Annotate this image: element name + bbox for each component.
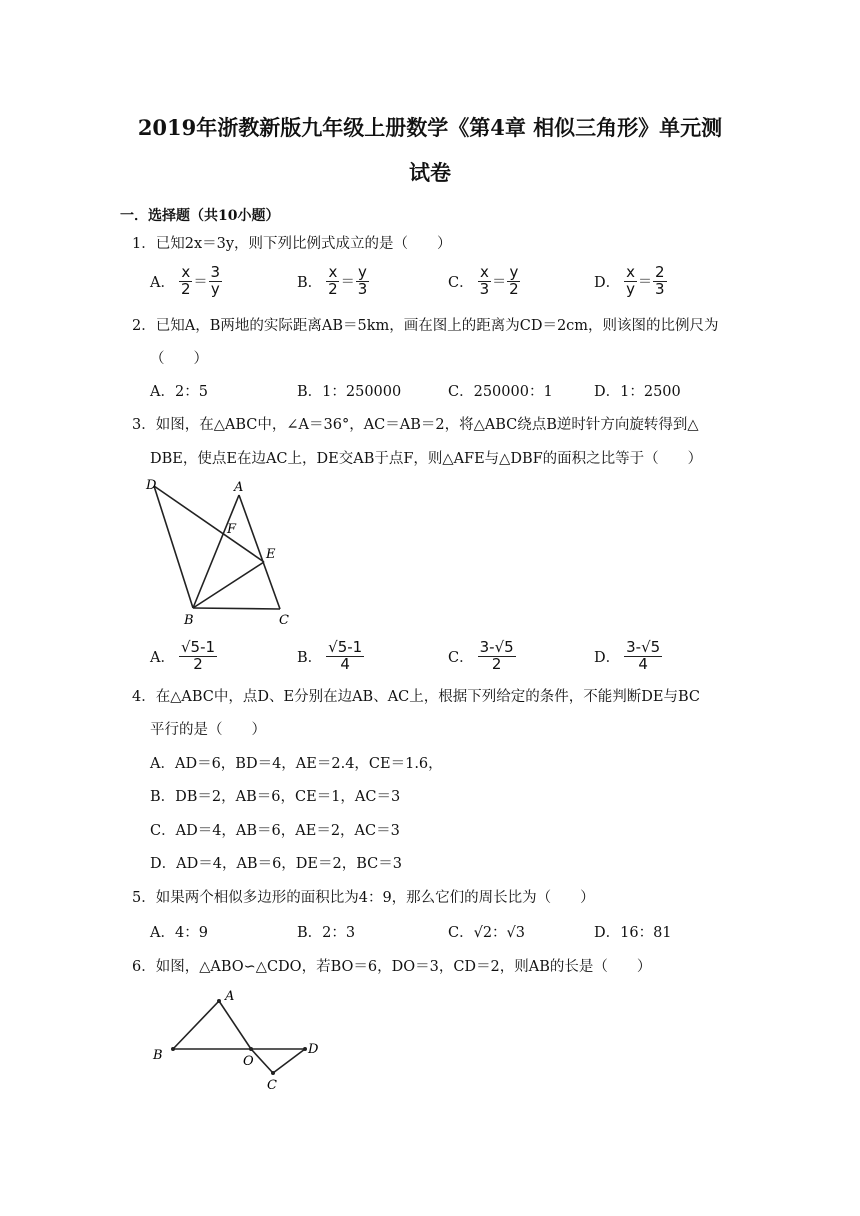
q3-label-f: F (227, 522, 237, 537)
numerator: 2 (655, 263, 665, 281)
section-heading: 一．选择题（共10小题） (120, 208, 280, 224)
q3-label-a: A (234, 480, 244, 495)
point-b (171, 1047, 175, 1051)
denominator: 4 (638, 654, 648, 673)
q2-option-b: B．1：250000 (297, 384, 402, 400)
q6-label-b: B (153, 1048, 163, 1063)
q4-option-b: B．DB＝2，AB＝6，CE＝1，AC＝3 (150, 789, 401, 805)
segment-db (154, 486, 193, 608)
q2-option-d: D．1：2500 (594, 384, 681, 400)
q3-option-d (594, 640, 662, 673)
numerator: y (509, 263, 519, 281)
q6-label-o: O (243, 1054, 254, 1069)
point-a (217, 999, 221, 1003)
denominator: 3 (479, 279, 490, 298)
q3-option-b-label: B． (297, 649, 323, 666)
point-o (249, 1047, 253, 1051)
point-d (303, 1047, 307, 1051)
question-3-line-1: 3．如图，在△ABC中，∠A＝36°，AC＝AB＝2，将△ABC绕点B逆时针方向旋转得到△ (132, 417, 699, 433)
q5-option-c: C．√2：√3 (448, 925, 526, 941)
denominator: 2 (509, 279, 519, 298)
question-5: 5．如果两个相似多边形的面积比为4：9，那么它们的周长比为（ ） (132, 890, 595, 906)
q4-option-c: C．AD＝4，AB＝6，AE＝2，AC＝3 (150, 823, 400, 839)
q6-label-c: C (267, 1078, 277, 1093)
question-4-line-1: 4．在△ABC中，点D、E分别在边AB、AC上，根据下列给定的条件，不能判断DE与BC (132, 689, 700, 705)
q5-option-b: B．2：3 (297, 925, 356, 941)
fraction (624, 640, 662, 673)
question-2-line-2: （ ） (150, 351, 208, 367)
fraction (209, 265, 223, 298)
question-3-line-2: DBE，使点E在边AC上，DE交AB于点F，则△AFE与△DBF的面积之比等于（ ） (150, 451, 703, 467)
fraction (478, 265, 492, 298)
q3-label-b: B (184, 613, 194, 628)
fraction (356, 265, 370, 298)
q6-label-a: A (225, 989, 235, 1004)
q2-option-c: C．250000：1 (448, 384, 553, 400)
q1-option-a: A． $\frac{x}{2}$ ＝ $\frac{3}{y}$ (150, 263, 221, 298)
segment-ao (219, 1001, 251, 1049)
q3-option-a (150, 640, 217, 673)
fraction (326, 640, 364, 673)
fraction (179, 265, 193, 298)
q6-label-d: D (308, 1042, 319, 1057)
q1-option-c: C． $\frac{x}{3}$ ＝ $\frac{y}{2}$ (448, 263, 519, 298)
q3-option-b (297, 640, 364, 673)
question-6: 6．如图，△ABO∽△CDO，若BO＝6，DO＝3，CD＝2，则AB的长是（ ） (132, 959, 652, 975)
denominator: y (210, 279, 220, 298)
numerator: √5-1 (180, 638, 216, 656)
fraction (507, 265, 521, 298)
numerator: 3-√5 (626, 638, 661, 656)
q5-option-d: D．16：81 (594, 925, 672, 941)
segment-bc (193, 608, 280, 609)
denominator: 3 (357, 279, 368, 298)
denominator: 2 (180, 279, 191, 298)
q3-option-c-label: C． (448, 649, 474, 666)
fraction (478, 640, 516, 673)
q5-option-a: A．4：9 (150, 925, 208, 941)
q1-option-c-label: C． (448, 274, 474, 291)
q6-figure (145, 985, 340, 1095)
denominator: 4 (340, 654, 350, 673)
segment-de (154, 486, 264, 562)
q3-label-c: C (279, 613, 289, 628)
segment-ba (173, 1001, 219, 1049)
point-c (271, 1071, 275, 1075)
numerator: x (479, 263, 489, 281)
numerator: y (358, 263, 367, 281)
q3-figure (140, 474, 300, 634)
segment-be (193, 562, 264, 608)
numerator: 3 (210, 263, 221, 281)
question-4-line-2: 平行的是（ ） (150, 722, 266, 738)
fraction (179, 640, 217, 673)
q3-label-e: E (266, 547, 276, 562)
q1-option-d-label: D． (594, 274, 621, 291)
q3-option-c (448, 640, 516, 673)
question-2-line-1: 2．已知A，B两地的实际距离AB＝5km，画在图上的距离为CD＝2cm，则该图的比例尺为 (132, 318, 719, 334)
numerator: x (328, 263, 338, 281)
denominator: y (626, 279, 636, 298)
q3-option-a-label: A． (150, 649, 175, 666)
q4-option-d: D．AD＝4，AB＝6，DE＝2，BC＝3 (150, 856, 402, 872)
denominator: 2 (193, 654, 203, 673)
fraction (653, 265, 667, 298)
fraction (624, 265, 637, 298)
segment-oc (251, 1049, 273, 1073)
numerator: x (181, 263, 191, 281)
fraction (326, 265, 340, 298)
q3-label-d: D (146, 478, 157, 493)
title-line-2: 试卷 (409, 160, 451, 185)
q1-option-d: D． $\frac{x}{y}$ ＝ $\frac{2}{3}$ (594, 263, 665, 298)
question-1: 1．已知2x＝3y，则下列比例式成立的是（ ） (132, 236, 452, 252)
denominator: 3 (655, 279, 665, 298)
denominator: 2 (491, 654, 502, 673)
denominator: 2 (328, 279, 338, 298)
q2-option-a: A．2：5 (150, 384, 208, 400)
numerator: 3-√5 (479, 638, 514, 656)
q1-option-a-label: A． (150, 274, 175, 291)
q3-option-d-label: D． (594, 649, 621, 666)
numerator: √5-1 (328, 638, 363, 656)
numerator: x (626, 263, 636, 281)
segment-cd (273, 1049, 305, 1073)
q4-option-a: A．AD＝6，BD＝4，AE＝2.4，CE＝1.6， (150, 756, 443, 772)
segment-ba (193, 495, 239, 608)
q1-option-b-label: B． (297, 274, 323, 291)
q1-option-b: B． $\frac{x}{2}$ ＝ $\frac{y}{3}$ (297, 263, 368, 298)
title-line-1: 2019年浙教新版九年级上册数学《第4章 相似三角形》单元测 (137, 115, 723, 140)
